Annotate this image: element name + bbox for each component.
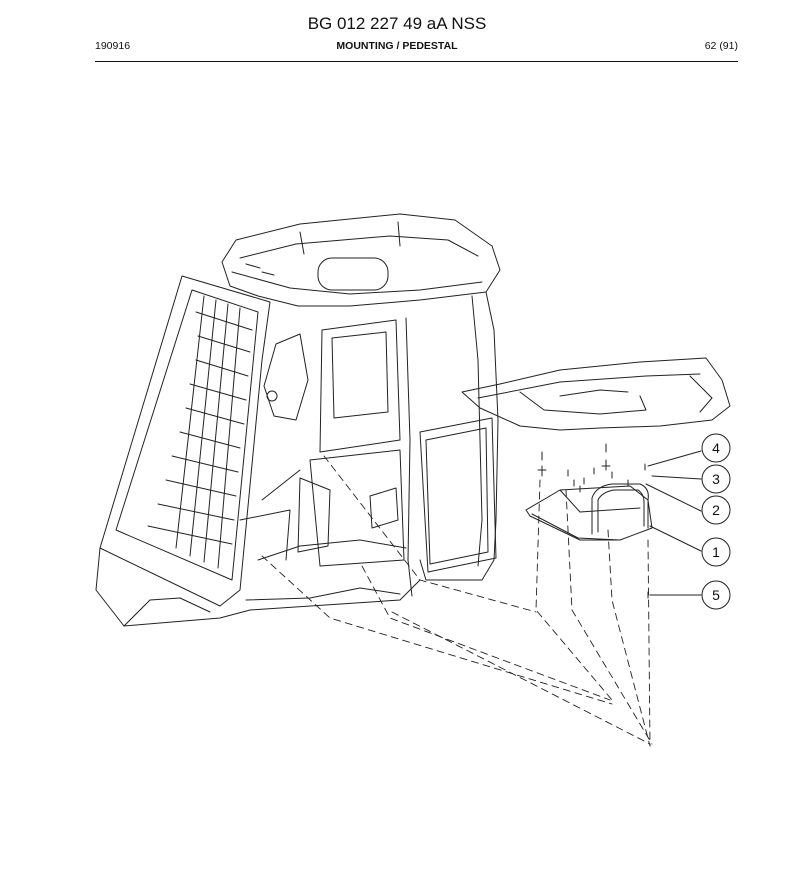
page-number: 62 (91) (704, 40, 738, 52)
callout-5 (702, 581, 730, 609)
callout-number: 3 (712, 471, 720, 487)
callout-4 (702, 434, 730, 462)
pedestal-illustration (526, 484, 652, 540)
section-title: MOUNTING / PEDESTAL (336, 40, 458, 52)
cab-illustration (96, 214, 500, 626)
leader-lines (646, 451, 701, 595)
callout-number: 4 (712, 440, 720, 456)
fasteners-illustration (538, 444, 648, 598)
callout-number: 1 (712, 544, 720, 560)
callout-3 (702, 465, 730, 493)
callout-1 (702, 538, 730, 566)
callout-2 (702, 496, 730, 524)
date-code: 190916 (95, 40, 131, 52)
callout-number: 2 (712, 502, 720, 518)
document-title: BG 012 227 49 aA NSS (307, 14, 487, 33)
floor-mat-illustration (462, 358, 730, 430)
callout-number: 5 (712, 587, 720, 603)
assembly-guide-lines (262, 456, 652, 746)
